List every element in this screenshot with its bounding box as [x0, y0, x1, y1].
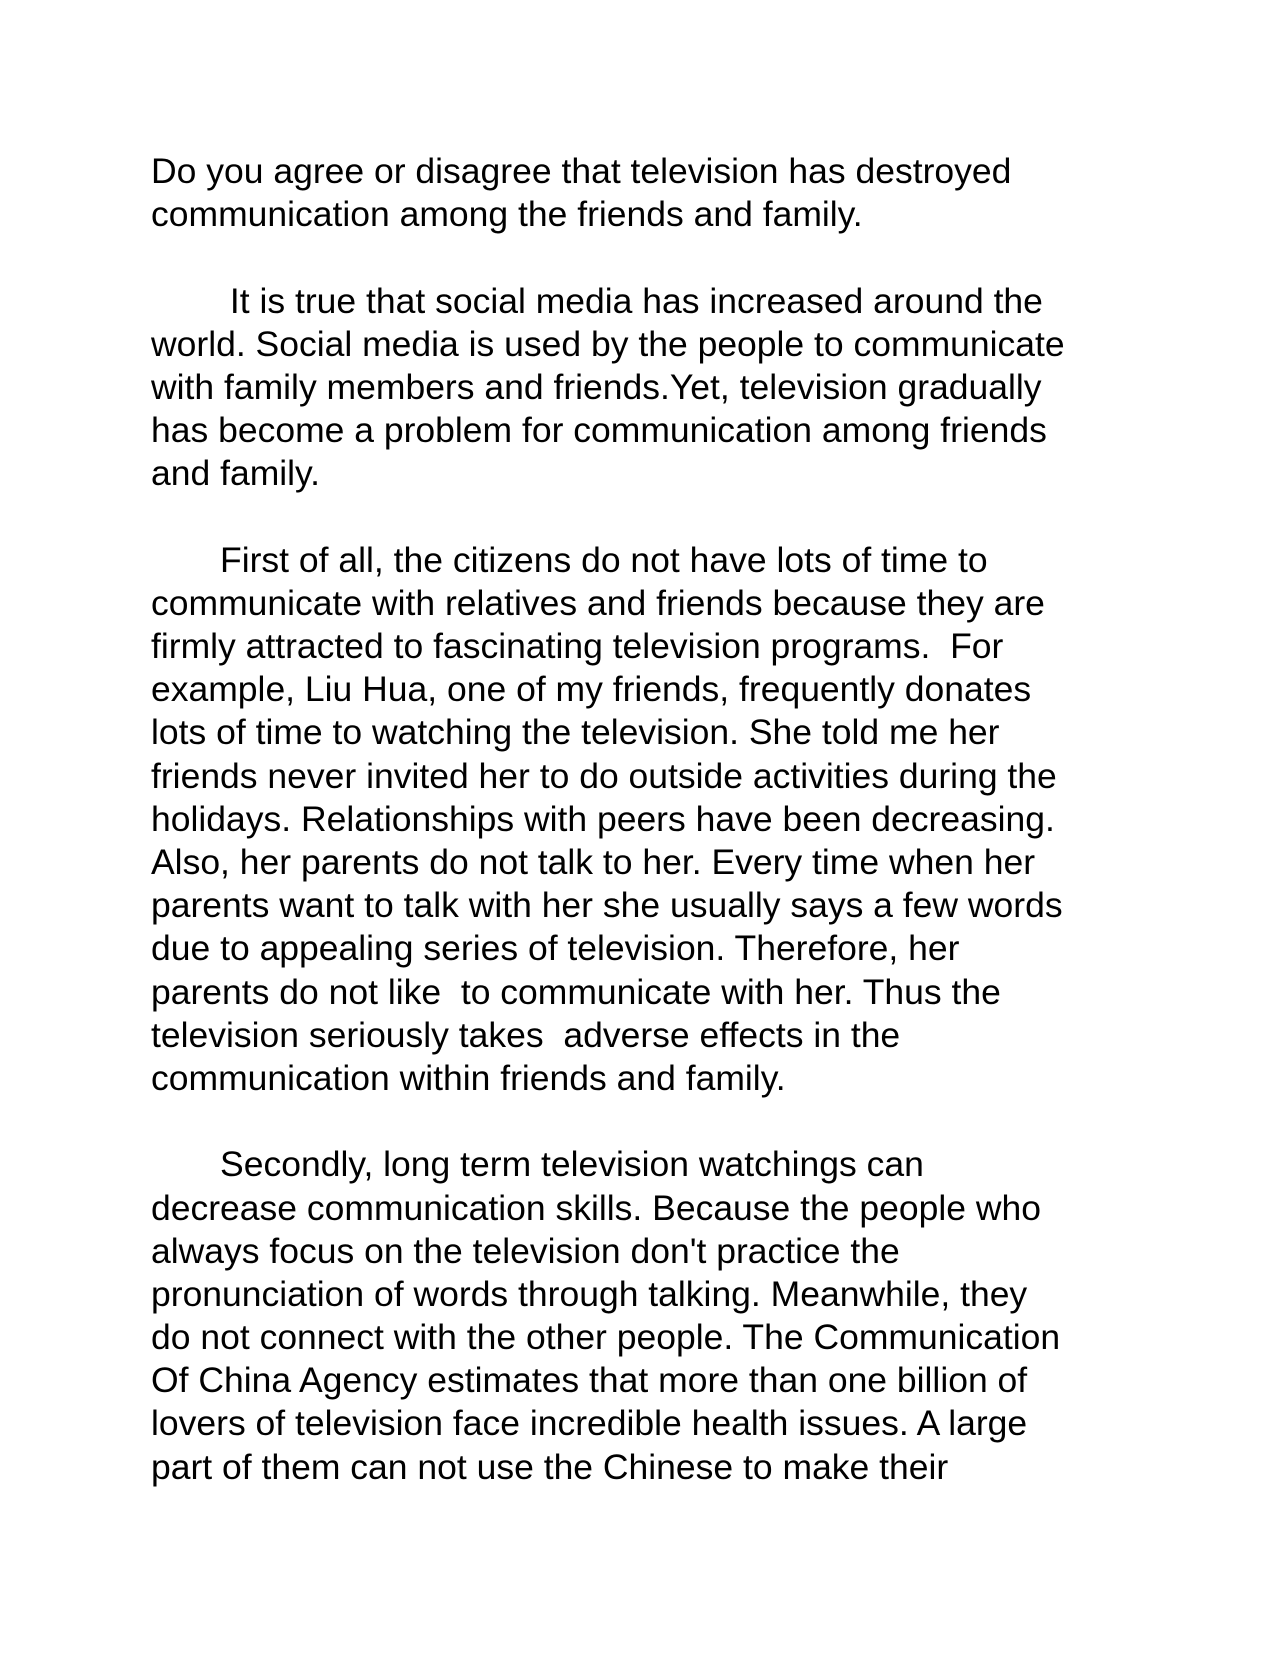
paragraph-line: and family. — [151, 453, 321, 494]
paragraph-line: lovers of television face incredible health issues. A large — [151, 1403, 1028, 1444]
document-body — [151, 150, 1151, 1489]
paragraph-line: parents do not like to communicate with her. Thus the — [151, 971, 1001, 1012]
paragraph-line: world. Social media is used by the people to communicate — [151, 323, 1065, 364]
paragraph-line: communication within friends and family. — [151, 1057, 786, 1098]
paragraph-line: communicate with relatives and friends because they are — [151, 582, 1045, 623]
paragraph-line: part of them can not use the Chinese to make their — [151, 1446, 949, 1487]
question-line: Do you agree or disagree that television has destroyed — [151, 151, 1012, 191]
paragraph-line: Of China Agency estimates that more than one billion of — [151, 1360, 1028, 1401]
paragraph-line: It is true that social media has increased around the — [151, 280, 1043, 321]
paragraph-line: do not connect with the other people. The Communication — [151, 1317, 1061, 1358]
paragraph-second-point — [151, 1143, 1151, 1489]
paragraph-line: lots of time to watching the television. She told me her — [151, 712, 1000, 753]
essay-question — [151, 150, 1151, 236]
paragraph-line: always focus on the television don't practice the — [151, 1230, 900, 1271]
paragraph-line: firmly attracted to fascinating television programs. For — [151, 626, 1004, 667]
paragraph-line: Secondly, long term television watchings can — [151, 1144, 924, 1185]
paragraph-first-point — [151, 539, 1151, 1100]
paragraph-line: parents want to talk with her she usually says a few words — [151, 885, 1063, 926]
paragraph-line: example, Liu Hua, one of my friends, frequently donates — [151, 669, 1032, 710]
paragraph-line: decrease communication skills. Because the people who — [151, 1187, 1041, 1228]
paragraph-intro — [151, 280, 1151, 496]
paragraph-gap — [151, 496, 1151, 539]
question-line: communication among the friends and family. — [151, 194, 863, 235]
paragraph-line: friends never invited her to do outside activities during the — [151, 755, 1057, 796]
paragraph-line: with family members and friends.Yet, television gradually — [151, 366, 1042, 407]
paragraph-line: due to appealing series of television. Therefore, her — [151, 928, 960, 969]
paragraph-gap — [151, 236, 1151, 279]
paragraph-line: pronunciation of words through talking. Meanwhile, they — [151, 1273, 1028, 1314]
paragraph-line: First of all, the citizens do not have lots of time to — [151, 539, 988, 580]
paragraph-line: has become a problem for communication among friends — [151, 410, 1047, 451]
paragraph-gap — [151, 1100, 1151, 1143]
paragraph-line: Also, her parents do not talk to her. Every time when her — [151, 842, 1036, 882]
paragraph-line: holidays. Relationships with peers have been decreasing. — [151, 798, 1055, 839]
paragraph-line: television seriously takes adverse effects in the — [151, 1014, 901, 1055]
